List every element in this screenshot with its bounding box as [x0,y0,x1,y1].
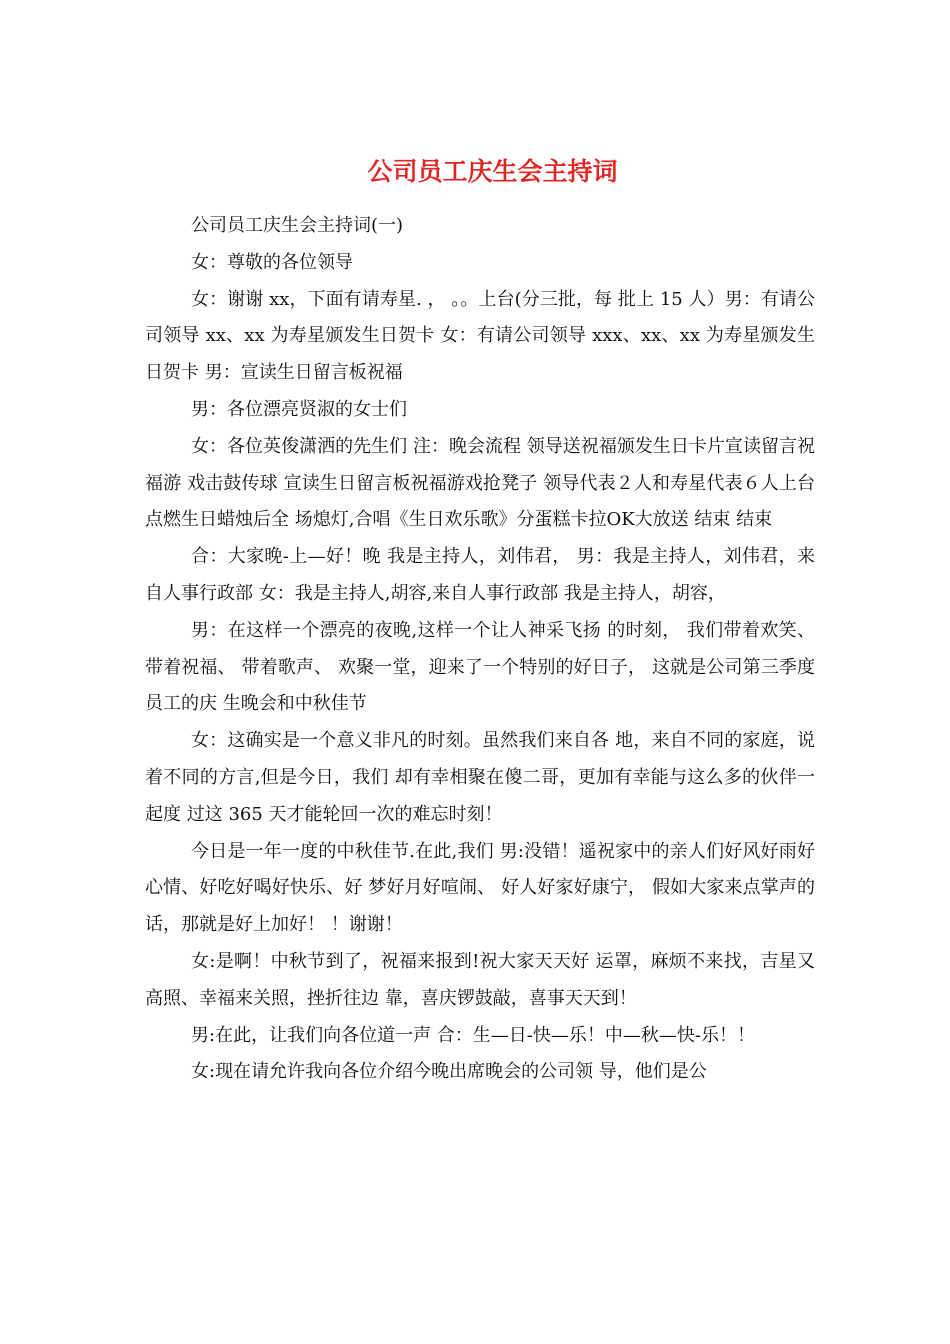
paragraph-subtitle: 公司员工庆生会主持词(一) [191,215,404,236]
paragraph: 男：各位漂亮贤淑的女士们 [191,398,407,420]
paragraph: 男：在这样一个漂亮的夜晚,这样一个让人神采飞扬 的时刻， 我们带着欢笑、 带着祝福、 带着歌声、 欢聚一堂，迎来了一个特别的好日子， 这就是公司第三季度员工的庆 生晚会和中秋佳节 [145,619,815,715]
paragraph: 女：尊敬的各位领导 [191,251,353,273]
paragraph: 女:现在请允许我向各位介绍今晚出席晚会的公司领 导，他们是公 [191,1061,707,1083]
paragraph: 女:是啊！中秋节到了，祝福来报到!祝大家天天好 运罩，麻烦不来找，吉星又高照、幸福来关照，挫折往边 靠，喜庆锣鼓敲，喜事天天到！ [145,950,815,1009]
document-title: 公司员工庆生会主持词 [367,157,618,186]
paragraph: 女：各位英俊潇洒的先生们 注：晚会流程 领导送祝福颁发生日卡片宣读留言祝福游 戏击鼓传球 宣读生日留言板祝福游戏抢凳子 领导代表２人和寿星代表６人上台点燃生日蜡烛后全 场熄灯,合唱《生日欢乐歌》分蛋糕卡拉OK大放送 结束 结束 [145,435,815,531]
paragraph: 合：大家晚-上—好！晚 我是主持人，刘伟君， 男：我是主持人，刘伟君，来自人事行政部 女：我是主持人,胡容,来自人事行政部 我是主持人，胡容， [145,546,815,604]
paragraph: 男:在此，让我们向各位道一声 合：生—日-快—乐！中—秋—快-乐！！ [191,1024,755,1046]
paragraph: 女：这确实是一个意义非凡的时刻。虽然我们来自各 地，来自不同的家庭，说着不同的方言,但是今日，我们 却有幸相聚在傻二哥，更加有幸能与这么多的伙伴一起度 过这 365 天才能轮回一次的难忘时刻！ [145,730,815,825]
paragraph: 今日是一年一度的中秋佳节.在此,我们 男:没错！遥祝家中的亲人们好风好雨好心情、好吃好喝好快乐、好 梦好月好喧闹、 好人好家好康宁， 假如大家来点掌声的话，那就是好上加好！ ！谢谢！ [145,840,815,936]
paragraph: 女：谢谢 xx，下面有请寿星. ， 。。上台(分三批，每 批上 15 人）男：有请公司领导 xx、xx 为寿星颁发生日贺卡 女：有请公司领导 xxx、xx、xx 为寿星颁发生日贺卡 男：宣读生日留言板祝福 [145,288,815,384]
document-body [145,208,815,1091]
